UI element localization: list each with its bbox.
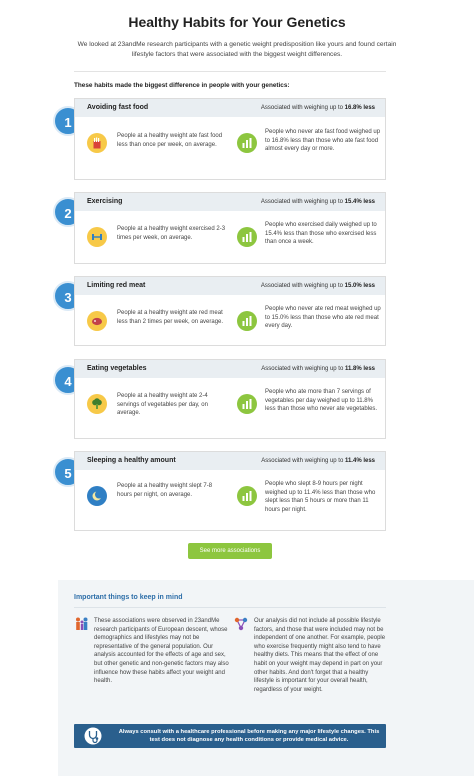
habit-card-fast-food [74, 98, 386, 180]
habit-card-red-meat [74, 276, 386, 346]
see-more-associations-button[interactable]: See more associations [188, 543, 272, 559]
habit-name: Avoiding fast food [87, 104, 149, 111]
habit-number-badge: 5 [53, 457, 83, 487]
habit-name: Exercising [87, 198, 123, 205]
weight-difference-text: People who ate more than 7 servings of vegetables per day weighed up to 11.8% less than those who never ate vegetables. [265, 389, 378, 413]
moon-icon [87, 486, 107, 506]
healthy-weight-text: People at a healthy weight slept 7-8 hours per night, on average. [117, 483, 213, 498]
habit-number-badge: 2 [53, 197, 83, 227]
habit-name: Eating vegetables [87, 365, 147, 372]
habit-name: Limiting red meat [87, 282, 146, 289]
stethoscope-icon [84, 727, 102, 745]
habit-card-header [75, 360, 385, 378]
healthy-weight-text: People at a healthy weight ate 2-4 servings of vegetables per day, on average. [117, 393, 208, 417]
habit-card-header [75, 99, 385, 117]
habit-card-sleep [74, 451, 386, 531]
weight-difference-text: People who exercised daily weighed up to 15.4% less than those who exercised less than once a week. [265, 222, 377, 246]
habit-card-vegetables [74, 359, 386, 439]
habit-association: Associated with weighing up to 11.8% less [261, 365, 375, 372]
page-title: Healthy Habits for Your Genetics [128, 14, 346, 30]
habit-card-exercising [74, 192, 386, 264]
habit-number-badge: 1 [53, 106, 83, 136]
habit-association: Associated with weighing up to 16.8% less [260, 104, 375, 111]
habit-association: Associated with weighing up to 15.0% less [260, 282, 375, 289]
habit-association: Associated with weighing up to 15.4% less [260, 198, 375, 205]
healthy-weight-text: People at a healthy weight ate fast food less than once per week, on average. [117, 133, 223, 148]
habit-number-badge: 4 [53, 365, 83, 395]
connected-nodes-icon [233, 616, 249, 632]
notes-left-text: These associations were observed in 23andMe research participants of European descent, whose demographics and lifestyles may not be representative of the general population. Our analysis accounted for the effects of age and sex, but other genetic and non-genetic factors may also influence how these habits affect your weight and health. [94, 618, 229, 685]
habits-lead-text: These habits made the biggest difference in people with your genetics: [74, 82, 290, 89]
habit-association: Associated with weighing up to 11.4% less [261, 457, 375, 464]
healthy-weight-text: People at a healthy weight ate red meat less than 2 times per week, on average. [117, 310, 224, 325]
broccoli-icon [87, 394, 107, 414]
dumbbell-icon [87, 227, 107, 247]
habit-number-badge: 3 [53, 281, 83, 311]
divider [74, 607, 386, 608]
bar-chart-icon [237, 486, 257, 506]
notes-right-text: Our analysis did not include all possible lifestyle factors, and those that were included may not be independent of one another. For example, people who exercise frequently might also tend to have healthy diets. This means that the effect of one habit on your weight may depend in part on your other habits. And don't forget that a healthy lifestyle is important for your overall health, regardless of your weight. [254, 618, 386, 693]
consult-banner [74, 724, 386, 748]
notes-title: Important things to keep in mind [74, 594, 183, 601]
weight-difference-text: People who never ate fast food weighed up to 16.8% less than those who ate fast food almost every day or more. [265, 129, 381, 153]
divider [74, 71, 386, 72]
bar-chart-icon [237, 227, 257, 247]
association-value: 11.8% less [344, 365, 375, 372]
habit-card-header [75, 452, 385, 470]
weight-difference-text: People who slept 8-9 hours per night weighed up to 11.4% less than those who slept less than 5 hours or more than 11 hours per night. [265, 481, 376, 513]
healthy-weight-text: People at a healthy weight exercised 2-3 times per week, on average. [117, 226, 226, 241]
fast-food-icon [87, 133, 107, 153]
association-value: 11.4% less [344, 457, 375, 464]
bar-chart-icon [237, 394, 257, 414]
association-value: 16.8% less [344, 104, 375, 111]
people-icon [74, 616, 90, 632]
bar-chart-icon [237, 311, 257, 331]
habit-name: Sleeping a healthy amount [87, 457, 176, 464]
association-value: 15.0% less [344, 282, 375, 289]
association-value: 15.4% less [344, 198, 375, 205]
weight-difference-text: People who never ate red meat weighed up to 15.0% less than those who ate red meat every day. [265, 306, 381, 330]
bar-chart-icon [237, 133, 257, 153]
habit-card-header [75, 277, 385, 295]
consult-disclaimer-text: Always consult with a healthcare professional before making any major lifestyle changes. This test does not diagnose any health conditions or provide medical advice. [118, 729, 380, 743]
habit-card-header [75, 193, 385, 211]
steak-icon [87, 311, 107, 331]
intro-text: We looked at 23andMe research participants with a genetic weight predisposition like yours and found certain lifestyle factors that were associated with the biggest weight differences. [77, 41, 397, 58]
